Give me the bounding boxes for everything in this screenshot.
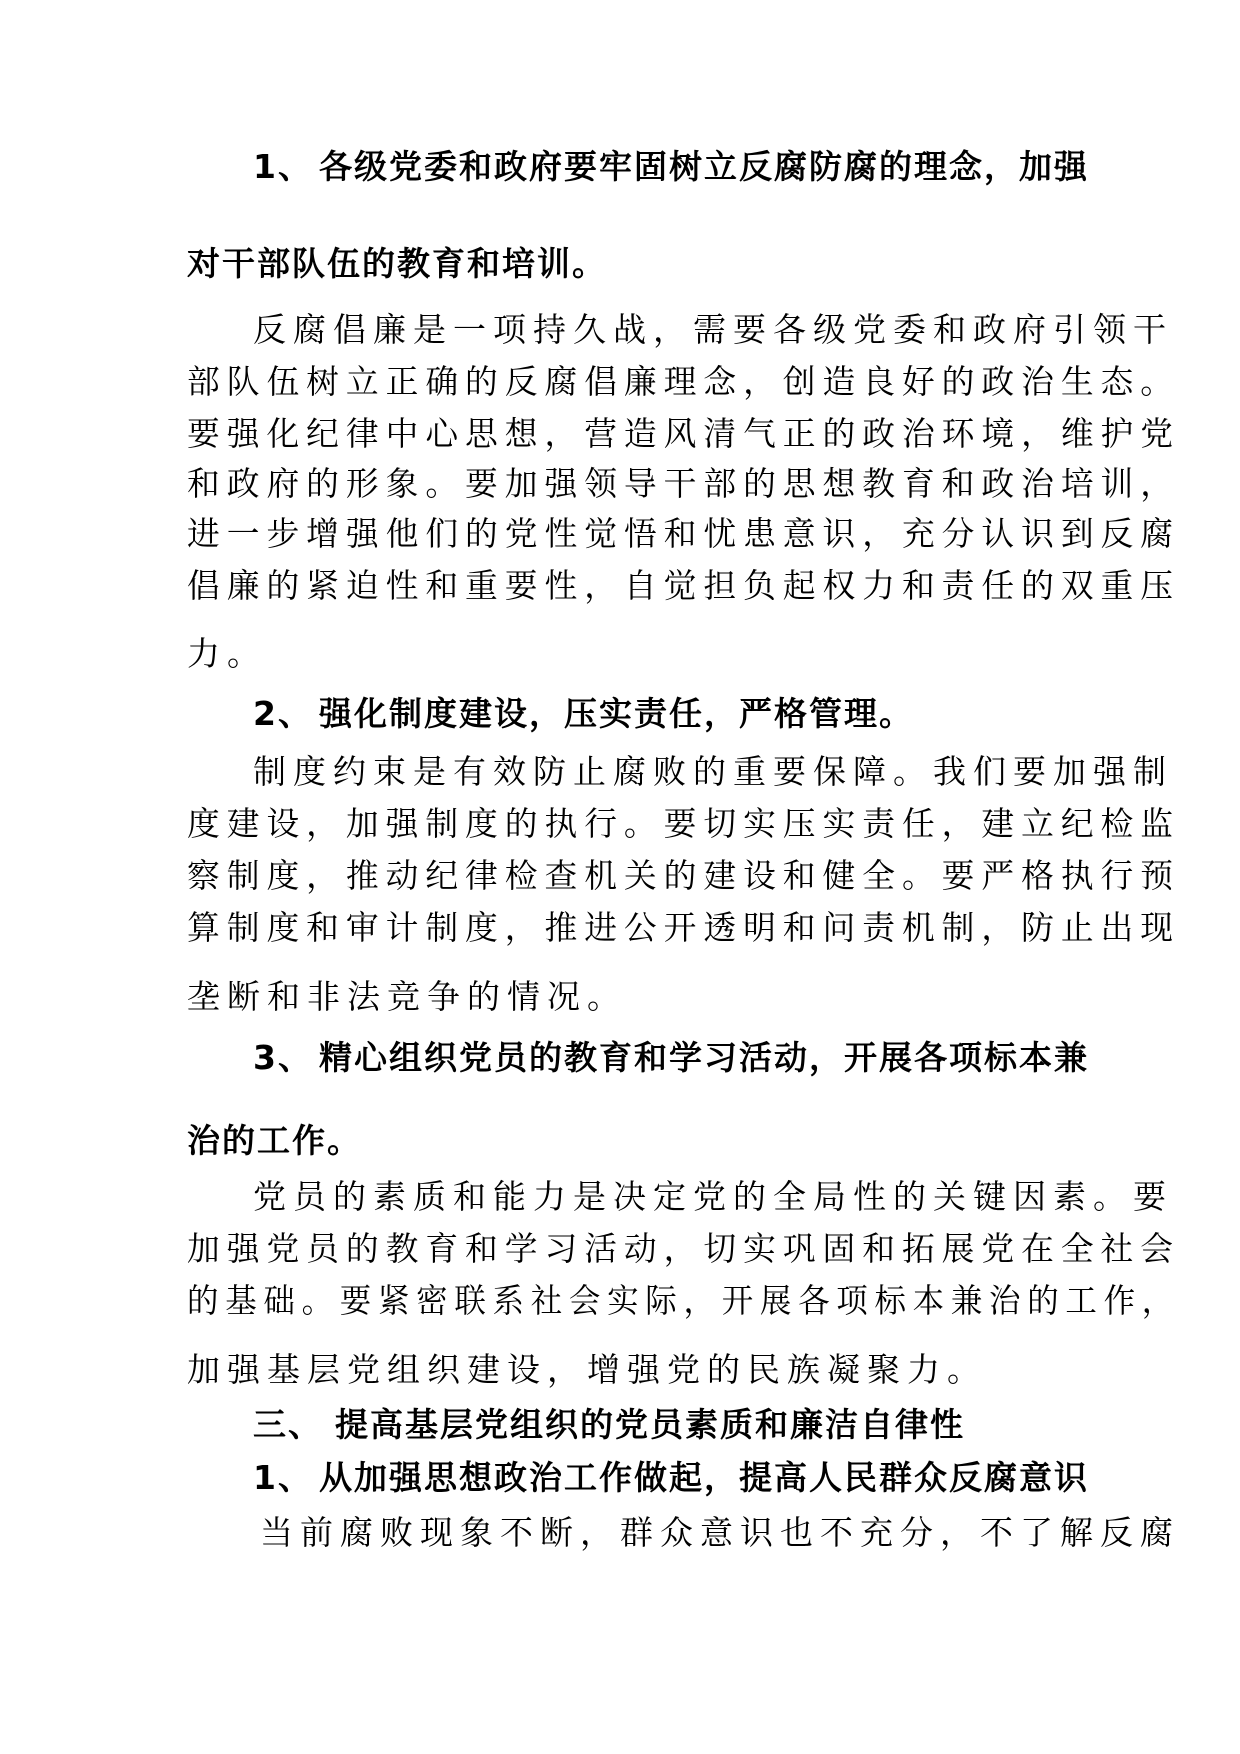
section-2-number: 2、 [253, 694, 313, 733]
section-1-heading-line-1: 各级党委和政府要牢固树立反腐防腐的理念，加强 [319, 147, 1089, 186]
part-three-number: 三、 [253, 1405, 323, 1444]
section-3-heading-line-1: 精心组织党员的教育和学习活动，开展各项标本兼 [319, 1038, 1089, 1077]
section-1-paragraph-line: 进一步增强他们的党性觉悟和忧患意识，充分认识到反腐 [187, 514, 1180, 553]
section-3-paragraph-line: 的基础。要紧密联系社会实际，开展各项标本兼治的工作， [187, 1281, 1180, 1320]
section-1-heading [253, 147, 1089, 186]
section-2-paragraph-line: 度建设，加强制度的执行。要切实压实责任，建立纪检监 [187, 804, 1180, 843]
section-3-paragraph-line: 加强基层党组织建设，增强党的民族凝聚力。 [187, 1350, 987, 1389]
part-three-title: 提高基层党组织的党员素质和廉洁自律性 [335, 1405, 965, 1444]
section-3-number: 3、 [253, 1038, 313, 1077]
part-three-sub-number: 1、 [253, 1458, 313, 1497]
part-three-heading [253, 1405, 965, 1444]
section-1-paragraph-line: 倡廉的紧迫性和重要性，自觉担负起权力和责任的双重压 [187, 566, 1180, 605]
section-3-heading [253, 1038, 1089, 1077]
section-1-number: 1、 [253, 147, 313, 186]
section-3-heading-line-2: 治的工作。 [187, 1121, 362, 1160]
section-2-heading-line-1: 强化制度建设，压实责任，严格管理。 [319, 694, 914, 733]
section-1-heading-line-2: 对干部队伍的教育和培训。 [187, 244, 607, 283]
section-2-paragraph-line: 算制度和审计制度，推进公开透明和问责机制，防止出现 [187, 908, 1180, 947]
section-1-paragraph-line: 力。 [187, 634, 267, 673]
section-2-paragraph-line: 制度约束是有效防止腐败的重要保障。我们要加强制 [253, 752, 1173, 791]
section-2-heading [253, 694, 914, 733]
section-1-paragraph-line: 和政府的形象。要加强领导干部的思想教育和政治培训， [187, 464, 1180, 503]
part-three-subheading [253, 1458, 1089, 1497]
section-1-paragraph-line: 部队伍树立正确的反腐倡廉理念，创造良好的政治生态。 [187, 362, 1180, 401]
part-three-paragraph-line: 当前腐败现象不断，群众意识也不充分，不了解反腐 [260, 1513, 1180, 1552]
section-3-paragraph-line: 加强党员的教育和学习活动，切实巩固和拓展党在全社会 [187, 1229, 1180, 1268]
section-2-paragraph-line: 察制度，推动纪律检查机关的建设和健全。要严格执行预 [187, 856, 1180, 895]
part-three-sub-title: 从加强思想政治工作做起，提高人民群众反腐意识 [319, 1458, 1089, 1497]
section-3-paragraph-line: 党员的素质和能力是决定党的全局性的关键因素。要 [253, 1177, 1173, 1216]
section-2-paragraph-line: 垄断和非法竞争的情况。 [187, 977, 627, 1016]
section-1-paragraph-line: 要强化纪律中心思想，营造风清气正的政治环境，维护党 [187, 414, 1180, 453]
section-1-paragraph-line: 反腐倡廉是一项持久战，需要各级党委和政府引领干 [253, 310, 1173, 349]
